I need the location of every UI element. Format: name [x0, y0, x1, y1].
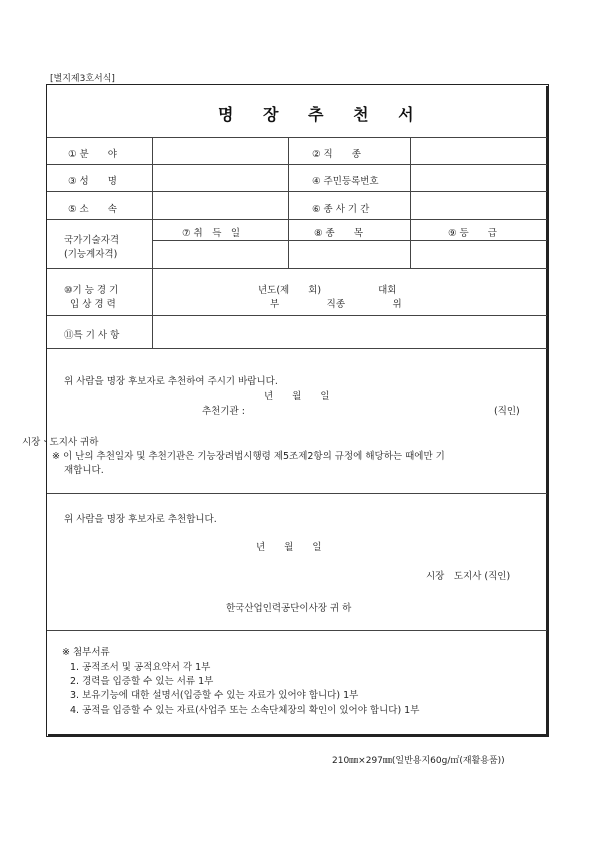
note-line2: 재합니다. — [64, 465, 104, 476]
attachment-item: 1. 공적조서 및 공적요약서 각 1부 — [70, 662, 211, 673]
work-period-label: ⑥ 종 사 기 간 — [312, 204, 370, 215]
request-date: 년 월 일 — [264, 391, 330, 402]
competition-value-line2: 부 직종 위 — [270, 299, 402, 310]
recommender-label: 추천기관 : — [202, 406, 245, 417]
special-notes-input[interactable] — [153, 316, 546, 348]
acquired-date-label: ⑦ 취 득 일 — [182, 228, 241, 239]
section-divider — [47, 630, 547, 631]
attachment-item: 3. 보유기능에 대한 설명서(입증할 수 있는 자료가 있어야 합니다) 1부 — [70, 690, 359, 701]
work-period-input[interactable] — [411, 192, 546, 219]
position-label: ② 직 종 — [312, 149, 361, 160]
signer-text: 시장 도지사 (직인) — [426, 571, 511, 582]
frame-shadow-right — [546, 86, 548, 736]
affiliation-input[interactable] — [152, 192, 288, 219]
grade-input[interactable] — [411, 241, 546, 268]
competition-label: ⑩기 능 경 기 — [64, 285, 119, 296]
resident-number-label: ④ 주민등록번호 — [312, 176, 379, 187]
column-divider — [288, 137, 289, 240]
resident-number-input[interactable] — [411, 165, 546, 191]
attachment-item: 2. 경력을 입증할 수 있는 서류 1부 — [70, 676, 214, 687]
form-title: 명 장 추 천 서 — [218, 105, 426, 124]
frame-shadow-bottom — [48, 734, 548, 736]
acquired-date-input[interactable] — [152, 241, 288, 268]
category-input[interactable] — [289, 241, 410, 268]
addressee-governor: 시장ㆍ도지사 귀하 — [22, 437, 99, 448]
affiliation-label: ⑤ 소 속 — [68, 204, 117, 215]
grade-label: ⑨ 등 급 — [448, 228, 497, 239]
request-text: 위 사람을 명장 후보자로 추천하여 주시기 바랍니다. — [64, 376, 278, 387]
statement-text: 위 사람을 명장 후보자로 추천합니다. — [64, 514, 217, 525]
competition-label-sub: 입 상 경 력 — [70, 299, 116, 310]
section-divider — [47, 493, 547, 494]
field-label: ① 분 야 — [68, 149, 117, 160]
row-divider — [47, 219, 547, 220]
competition-value-line1: 년도(제 회) 대회 — [258, 285, 397, 296]
form-label: [별지제3호서식] — [50, 74, 115, 84]
statement-date: 년 월 일 — [256, 542, 322, 553]
attachments-heading: ※ 첨부서류 — [62, 647, 110, 658]
note-line1: ※ 이 난의 추천일자 및 추천기관은 기능장려법시행령 제5조제2항의 규정에 해당하는 때에만 기 — [52, 451, 445, 462]
row-divider — [47, 348, 547, 349]
qualification-label-sub: (기능계자격) — [64, 249, 118, 260]
attachment-item: 4. 공적을 입증할 수 있는 자료(사업주 또는 소속단체장의 확인이 있어야 합니다) 1부 — [70, 705, 420, 716]
addressee-agency: 한국산업인력공단이사장 귀 하 — [226, 603, 352, 614]
paper-spec: 210㎜×297㎜(일반용지60g/㎡(재활용품)) — [332, 756, 505, 766]
category-label: ⑧ 종 목 — [314, 228, 363, 239]
position-input[interactable] — [411, 138, 546, 164]
special-notes-label: ⑪특 기 사 항 — [64, 330, 120, 341]
name-input[interactable] — [152, 165, 288, 191]
qualification-label: 국가기술자격 — [64, 235, 120, 246]
column-divider — [410, 219, 411, 240]
row-divider — [47, 268, 547, 269]
field-input[interactable] — [152, 138, 288, 164]
name-label: ③ 성 명 — [68, 176, 117, 187]
recommender-seal: (직인) — [494, 406, 520, 417]
